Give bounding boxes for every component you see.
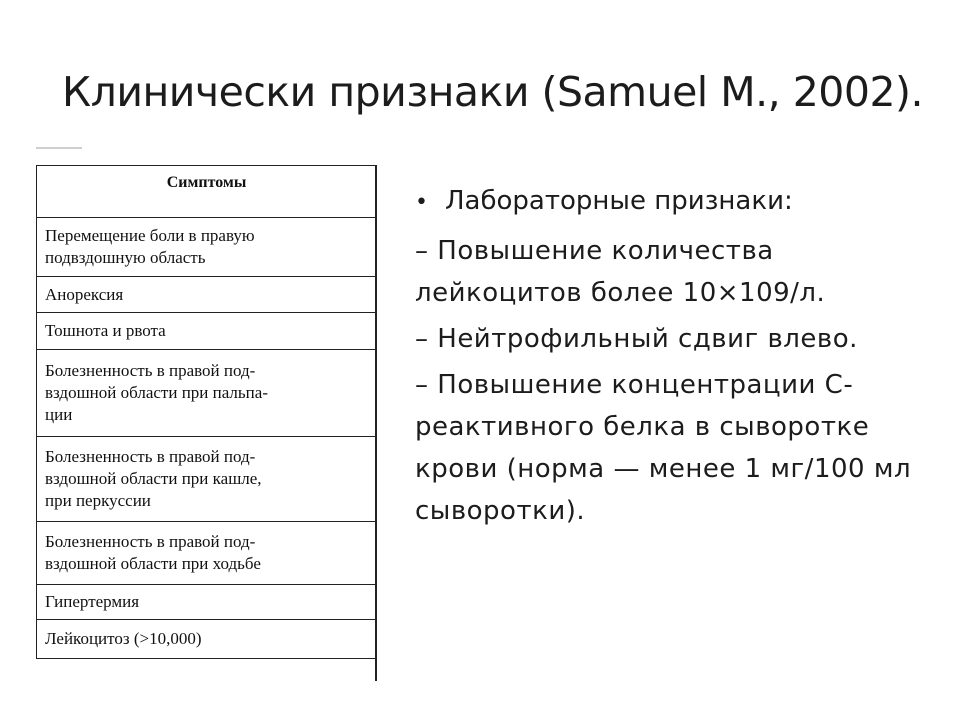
table-row xyxy=(37,218,377,277)
table-right-border xyxy=(375,225,377,453)
bullet-text: Лабораторные признаки: xyxy=(445,186,793,216)
symptoms-table xyxy=(36,165,376,659)
table-header-cell: Симптомы xyxy=(37,166,377,218)
table-row xyxy=(37,437,377,522)
cell-line: Гипертермия xyxy=(45,592,140,611)
cell-line: Болезненность в правой под- xyxy=(45,532,256,551)
cell-line: Болезненность в правой под- xyxy=(45,447,256,466)
symptoms-table-container xyxy=(36,165,376,665)
table-cell xyxy=(37,313,377,350)
table-header-row xyxy=(37,166,377,218)
table-cell xyxy=(37,437,377,522)
table-row xyxy=(37,620,377,659)
dash-item: – Повышение концентрации С-реактивного белка в сыворотке крови (норма — менее 1 мг/100 мл сыворотки). xyxy=(415,370,912,526)
cell-line: Болезненность в правой под- xyxy=(45,361,256,380)
cell-line: вздошной области при пальпа- xyxy=(45,383,268,402)
cell-line: при перкуссии xyxy=(45,491,151,510)
table-row xyxy=(37,277,377,313)
cell-line: Лейкоцитоз (>10,000) xyxy=(45,629,202,648)
table-cell xyxy=(37,620,377,659)
table-row xyxy=(37,585,377,620)
slide-title: Клинически признаки (Samuel M., 2002). xyxy=(62,68,924,116)
cell-line: ции xyxy=(45,405,73,424)
table-cell xyxy=(37,585,377,620)
scan-artifact xyxy=(36,147,82,149)
cell-line: вздошной области при кашле, xyxy=(45,469,262,488)
dash-item: – Нейтрофильный сдвиг влево. xyxy=(415,324,858,354)
bullet-dot-icon: • xyxy=(415,190,428,215)
table-cell xyxy=(37,218,377,277)
cell-line: Тошнота и рвота xyxy=(45,321,166,340)
lab-findings xyxy=(415,180,925,536)
cell-line: Анорексия xyxy=(45,284,124,304)
table-cell xyxy=(37,277,377,313)
cell-line: вздошной области при ходьбе xyxy=(45,554,261,573)
table-cell xyxy=(37,350,377,437)
table-row xyxy=(37,522,377,585)
table-right-border xyxy=(375,165,377,225)
cell-line: подвздошную область xyxy=(45,248,206,267)
bullet-item xyxy=(415,180,925,224)
table-row xyxy=(37,313,377,350)
table-row xyxy=(37,350,377,437)
dash-item: – Повышение количества лейкоцитов более 10×109/л. xyxy=(415,236,826,308)
table-cell xyxy=(37,522,377,585)
cell-line: Перемещение боли в правую xyxy=(45,226,255,245)
table-right-border xyxy=(375,453,377,681)
